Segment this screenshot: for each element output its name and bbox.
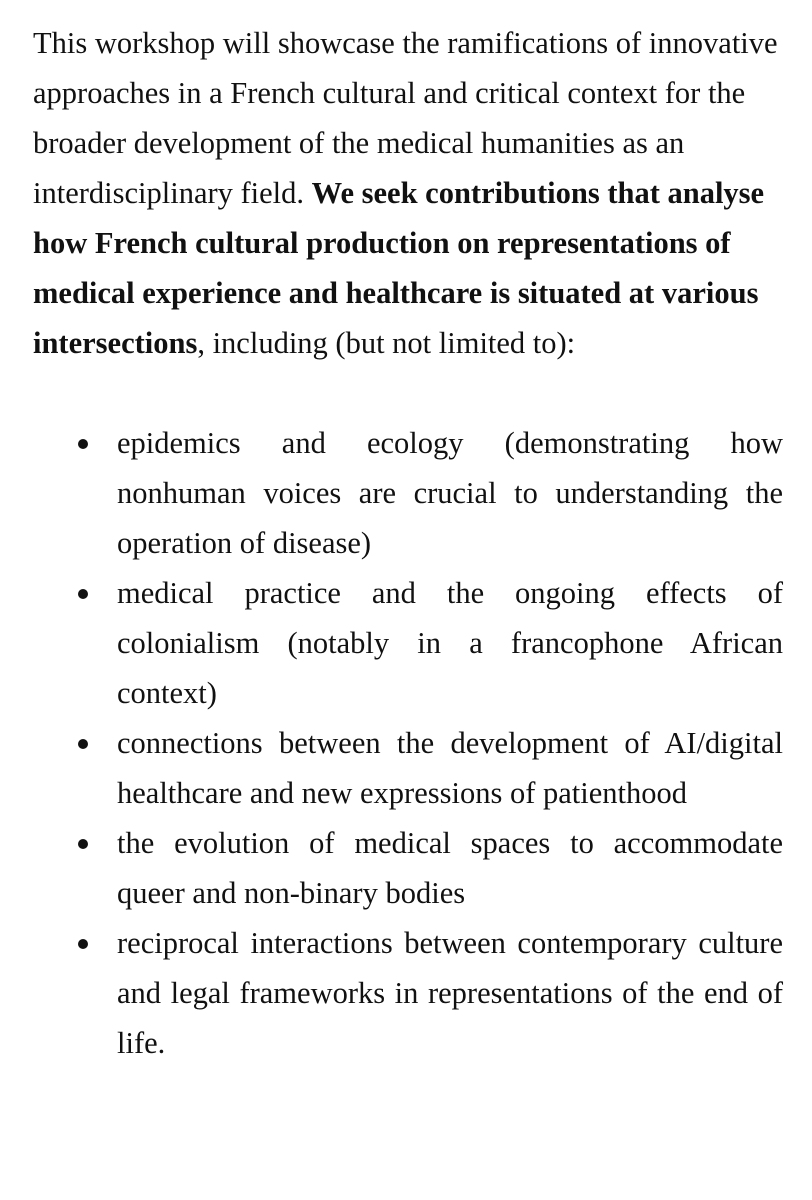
intro-paragraph (33, 18, 783, 368)
list-item (33, 918, 783, 1068)
bullet-icon (78, 939, 88, 949)
list-item (33, 718, 783, 818)
topics-list (33, 418, 783, 1068)
list-item (33, 568, 783, 718)
list-item (33, 418, 783, 568)
list-item-text: medical practice and the ongoing effects of colonialism (notably in a francophone African context) (117, 576, 783, 710)
intro-emphasis-text: We seek contributions that analyse how French cultural production on representations of medical experience and healthcare is situated at various intersections (33, 176, 765, 360)
list-item-text: epidemics and ecology (demonstrating how nonhuman voices are crucial to understanding the operation of disease) (117, 426, 783, 560)
list-item-text: reciprocal interactions between contemporary culture and legal frameworks in representations of the end of life. (117, 926, 783, 1060)
document-body (33, 18, 783, 1068)
bullet-icon (78, 439, 88, 449)
list-item-text: the evolution of medical spaces to accommodate queer and non-binary bodies (117, 826, 783, 910)
bullet-icon (78, 589, 88, 599)
bullet-icon (78, 839, 88, 849)
intro-lead-text: This workshop will showcase the ramifications of innovative approaches in a French cultural and critical context for the broader development of the medical humanities as an interdisciplinary field. (33, 26, 778, 210)
list-item-text: connections between the development of AI/digital healthcare and new expressions of patienthood (117, 726, 783, 810)
bullet-icon (78, 739, 88, 749)
intro-tail-text: , including (but not limited to): (197, 326, 576, 360)
list-item (33, 818, 783, 918)
